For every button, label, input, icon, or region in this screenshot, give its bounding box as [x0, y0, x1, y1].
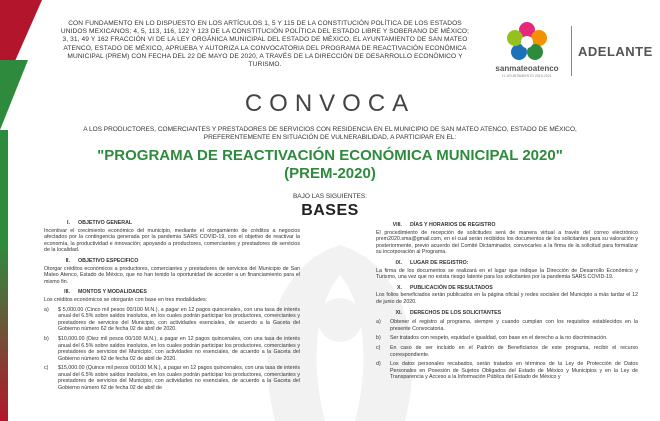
section-text: Los créditos económicos se otorgarán con base en tres modalidades: — [44, 296, 208, 303]
item-text: $15,000.00 (Quince mil pesos 00/100 M.N.), a pagar en 12 pagos quincenales, con una tasa de interés anual del 6.5% sobre saldos insolutos, en los cuales podrán participar los productores, comerciantes y prestadores de servicios del Municipio, con actividades no esenciales, de acuerdo a la Gaceta del Gobierno número 62 de fecha 02 de abril de — [58, 365, 300, 392]
program-subtitle: (PREM-2020) — [284, 165, 376, 182]
item-bullet: d) — [376, 361, 381, 368]
item-bullet: b) — [44, 335, 49, 342]
slogan: ADELANTE — [578, 44, 653, 59]
list-item — [376, 319, 638, 332]
program-title: "PROGRAMA DE REACTIVACIÓN ECONÓMICA MUNICIPAL 2020" — [97, 147, 563, 164]
section-title: LUGAR DE REGISTRO: — [410, 259, 469, 266]
municipal-logo — [487, 20, 567, 82]
list-item — [376, 361, 638, 381]
item-text: Los datos personales recabados, serán tratados en términos de la Ley de Protección de Datos Personales en Posesión de Sujetos Obligados del Estado de México y Municipios y en la Ley de Transparencia y Acceso a la Información Pública del Estado de México y — [390, 361, 638, 381]
section-title: DERECHOS DE LOS SOLICITANTES — [410, 309, 502, 316]
item-bullet: a) — [44, 306, 49, 313]
section-heading — [376, 222, 638, 229]
section-heading — [44, 258, 300, 265]
flower-logo-icon — [503, 20, 551, 64]
bases-heading: BASES — [301, 202, 359, 219]
list-item — [44, 307, 300, 333]
section-heading — [376, 310, 638, 317]
audience-line-2: PREFERENTEMENTE EN SITUACIÓN DE VULNERABILIDAD, A PARTICIPAR EN EL: — [203, 134, 457, 141]
section-title: DÍAS Y HORARIOS DE REGISTRO — [410, 222, 496, 228]
item-text: Obtener el registro al programa, siempre y cuando cumplan con los requisitos establecidos en la presente Convocatoria. — [390, 319, 638, 332]
section-text: Incentivar el crecimiento económico del municipio, mediante el otorgamiento de créditos a negocios afectados por la contingencia generada por la pandemia SARS COVID-19, con el objetivo de reactivar la economía, la productividad e innovación; apoyando a productores, comerciantes y prestadores de servicios de la localidad. — [44, 227, 300, 254]
section-text: El procedimiento de recepción de solicitudes será de manera virtual a través del correo electrónico prem2020.sma@gmail.com, en el cual serán recibidos los documentos de los solicitantes para su valoración y posteriormente, previo acuerdo del Comité Dictaminador, convocarles a la firma de la solicitud para formalizar su incorporación al Programa. — [376, 229, 638, 256]
item-bullet: c) — [44, 365, 49, 372]
section-heading — [376, 260, 638, 267]
list-item — [376, 335, 638, 342]
logo-subtitle: H. AYUNTAMIENTO 2019-2021 — [502, 74, 552, 78]
left-column — [44, 216, 300, 392]
section-heading — [376, 285, 638, 292]
item-text: $ 5,000.00 (Cinco mil pesos 00/100 M.N.), a pagar en 12 pagos quincenales, con una tasa de interés anual del 6.5% sobre saldos insolutos, en los cuales podrán participar los productores, comerciantes y prestadores de servicios del Municipio, con actividades esenciales, de acuerdo a la Gaceta del Gobierno número 62 de fecha 02 de abril de 2020. — [58, 306, 300, 333]
section-number: II. — [65, 257, 70, 264]
section-number: XI. — [395, 309, 402, 316]
section-text: Otorgar créditos económicos a productores, comerciantes y prestadores de servicios del Municipio de San Mateo Atenco, Estado de México, que no han tenido la oportunidad de acceder a un financiamiento para el mismo fin. — [44, 265, 300, 285]
page-title: CONVOCA — [244, 90, 416, 117]
section-title: OBJETIVO GENERAL — [78, 220, 133, 226]
section-number: VIII. — [392, 222, 402, 228]
item-text: Ser tratados con respeto, equidad e igualdad, con base en el derecho a la no discriminación. — [390, 335, 608, 342]
bases-intro: BAJO LAS SIGUIENTES: — [292, 193, 368, 200]
section-title: PUBLICACIÓN DE RESULTADOS — [410, 284, 493, 291]
right-column — [376, 218, 638, 381]
section-number: IX. — [395, 259, 402, 266]
section-title: OBJETIVO ESPECIFICO — [78, 257, 139, 264]
item-text: En caso de ser incluido en el Padrón de Beneficiarios de este programa, recibir el recurso correspondiente. — [390, 344, 638, 358]
item-bullet: c) — [376, 344, 381, 351]
list-item — [376, 345, 638, 358]
item-text: $10,000.00 (Diez mil pesos 00/100 M.N.), a pagar en 12 pagos quincenales, con una tasa de interés anual del 6.5% sobre saldos insolutos, en los cuales podrán participar los productores, comerciantes y prestadores de servicios del Municipio, con actividades no esenciales, de acuerdo a la Gaceta del Gobierno número 62 de fecha 02 de abril de 2020. — [58, 335, 300, 362]
section-heading — [44, 289, 300, 296]
list-item — [44, 365, 300, 391]
section-text: Los folios beneficiados serán publicados en la página oficial y redes sociales del Municipio a más tardar el 12 de junio de 2020. — [376, 292, 638, 305]
section-number: X. — [396, 284, 402, 291]
audience-line-1: A LOS PRODUCTORES, COMERCIANTES Y PRESTADORES DE SERVICIOS CON RESIDENCIA EN EL MUNICIPIO DE SAN MATEO ATENCO, ESTADO DE MÉXICO, — [83, 126, 577, 133]
section-heading — [44, 220, 300, 227]
section-title: MONTOS Y MODALIDADES — [78, 289, 147, 296]
logo-name: sanmateoatenco — [495, 64, 559, 73]
list-item — [44, 336, 300, 362]
section-number: III. — [64, 289, 70, 296]
section-text: La firma de los documentos se realizará en el lugar que indique la Dirección de Desarrollo Económico y Turismo, una vez que no exista riesgo latente para los solicitantes por la pandemia SARS COVID-19. — [376, 267, 638, 281]
section-number: I. — [67, 220, 70, 226]
item-bullet: b) — [376, 335, 381, 342]
item-bullet: a) — [376, 319, 381, 326]
logo-divider — [571, 26, 572, 76]
legal-preamble: CON FUNDAMENTO EN LO DISPUESTO EN LOS ARTÍCULOS 1, 5 Y 115 DE LA CONSTITUCIÓN POLÍTICA DE LOS ESTADOS UNIDOS MEXICANOS; 4, 5, 113, 116, 122 Y 123 DE LA CONSTITUCIÓN POLÍTICA DEL ESTADO LIBRE Y SOBERANO DE MÉXICO; 3, 31, 49 Y 162 FRACCIÓN VI DE LA LEY ORGÁNICA MUNICIPAL DEL ESTADO DE MÉXICO, EL AYUNTAMIENTO DE SAN MATEO ATENCO, ESTADO DE MÉXICO, APRUEBA Y AUTORIZA LA CONVOCATORIA DEL PROGRAMA DE REACTIVACIÓN ECONÓMICA MUNICIPAL (PREM) CON FECHA DEL 22 DE MAYO DE 2020, A TRAVÉS DE LA DIRECCIÓN DE DESARROLLO ECONÓMICO Y TURISMO. — [60, 20, 470, 69]
